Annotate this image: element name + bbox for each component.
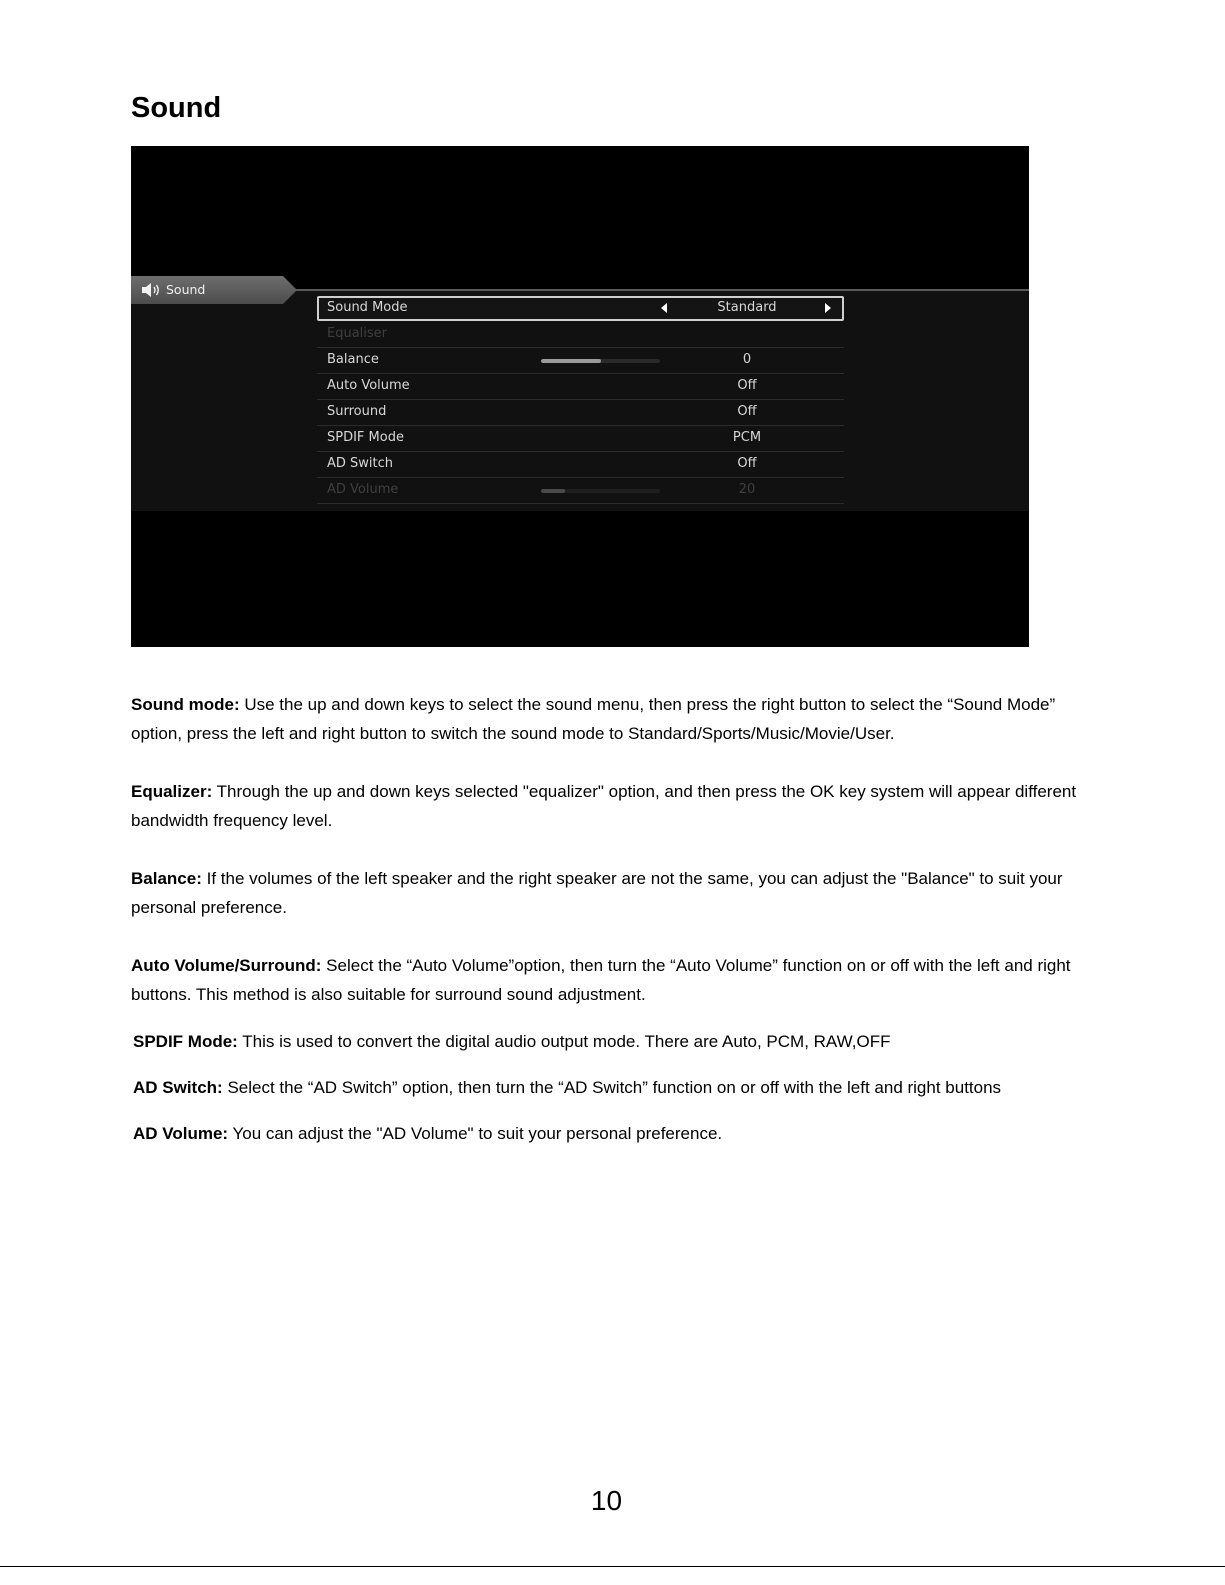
page-title: Sound bbox=[131, 92, 222, 124]
arrow-right-icon[interactable] bbox=[825, 303, 831, 313]
description-term: AD Volume: bbox=[133, 1124, 229, 1143]
description-sound-mode bbox=[131, 690, 1101, 748]
menu-row-equaliser bbox=[317, 322, 844, 348]
page-number: 10 bbox=[590, 1485, 623, 1516]
description-term: Auto Volume/Surround: bbox=[131, 956, 322, 975]
menu-row-value: Off bbox=[737, 404, 757, 419]
arrow-left-icon[interactable] bbox=[661, 303, 667, 313]
description-spdif-mode bbox=[133, 1027, 1103, 1056]
description-equalizer bbox=[131, 777, 1101, 835]
menu-row-ad-volume bbox=[317, 478, 844, 504]
menu-row-label: Auto Volume bbox=[327, 378, 410, 393]
slider-fill bbox=[541, 359, 601, 363]
description-ad-switch bbox=[133, 1073, 1103, 1102]
description-text: Through the up and down keys selected "equalizer" option, and then press the OK key system will appear different bandwidth frequency level. bbox=[131, 782, 1077, 830]
tv-menu-screenshot bbox=[131, 146, 1029, 647]
slider-fill bbox=[541, 489, 565, 493]
description-term: Equalizer: bbox=[131, 782, 213, 801]
sound-tab-label: Sound bbox=[166, 282, 206, 297]
menu-row-spdif-mode[interactable] bbox=[317, 426, 844, 452]
menu-row-label: Balance bbox=[327, 352, 379, 367]
menu-row-surround[interactable] bbox=[317, 400, 844, 426]
menu-row-label: Equaliser bbox=[327, 326, 388, 341]
menu-row-sound-mode[interactable] bbox=[317, 296, 844, 321]
bottom-rule bbox=[0, 1566, 1225, 1567]
sound-settings-menu bbox=[317, 296, 844, 504]
menu-row-ad-switch[interactable] bbox=[317, 452, 844, 478]
description-balance bbox=[131, 864, 1101, 922]
description-term: Sound mode: bbox=[131, 695, 240, 714]
description-text: If the volumes of the left speaker and the right speaker are not the same, you can adjust the "Balance" to suit your personal preference. bbox=[131, 869, 1063, 917]
description-text: You can adjust the "AD Volume" to suit your personal preference. bbox=[228, 1124, 723, 1143]
description-term: SPDIF Mode: bbox=[133, 1032, 238, 1051]
balance-slider[interactable] bbox=[541, 359, 660, 363]
ad-volume-slider bbox=[541, 489, 660, 493]
menu-row-value: 0 bbox=[742, 352, 752, 367]
menu-row-label: SPDIF Mode bbox=[327, 430, 404, 445]
menu-row-label: AD Switch bbox=[327, 456, 394, 471]
menu-row-auto-volume[interactable] bbox=[317, 374, 844, 400]
menu-row-value: Off bbox=[737, 456, 757, 471]
menu-row-label: Sound Mode bbox=[327, 300, 408, 315]
description-text: This is used to convert the digital audio output mode. There are Auto, PCM, RAW,OFF bbox=[237, 1032, 891, 1051]
description-term: Balance: bbox=[131, 869, 202, 888]
speaker-icon bbox=[139, 282, 161, 298]
menu-row-label: Surround bbox=[327, 404, 387, 419]
menu-row-value: Off bbox=[737, 378, 757, 393]
description-ad-volume bbox=[133, 1119, 1103, 1148]
description-term: AD Switch: bbox=[133, 1078, 223, 1097]
description-auto-volume-surround bbox=[131, 951, 1101, 1009]
menu-row-value: PCM bbox=[732, 430, 762, 445]
menu-row-balance[interactable] bbox=[317, 348, 844, 374]
menu-row-label: AD Volume bbox=[327, 482, 399, 497]
description-text: Select the “Auto Volume”option, then turn the “Auto Volume” function on or off with the left and right buttons. This method is also suitable for surround sound adjustment. bbox=[131, 956, 1071, 1004]
description-text: Use the up and down keys to select the sound menu, then press the right button to select the “Sound Mode” option, press the left and right button to switch the sound mode to Standard/Sports/Music/Movie/User. bbox=[131, 695, 1056, 743]
menu-row-value: Standard bbox=[717, 300, 777, 315]
description-text: Select the “AD Switch” option, then turn the “AD Switch” function on or off with the left and right buttons bbox=[222, 1078, 1002, 1097]
menu-divider-line bbox=[281, 289, 1029, 291]
sound-tab[interactable] bbox=[131, 276, 297, 304]
menu-row-value: 20 bbox=[738, 482, 756, 497]
